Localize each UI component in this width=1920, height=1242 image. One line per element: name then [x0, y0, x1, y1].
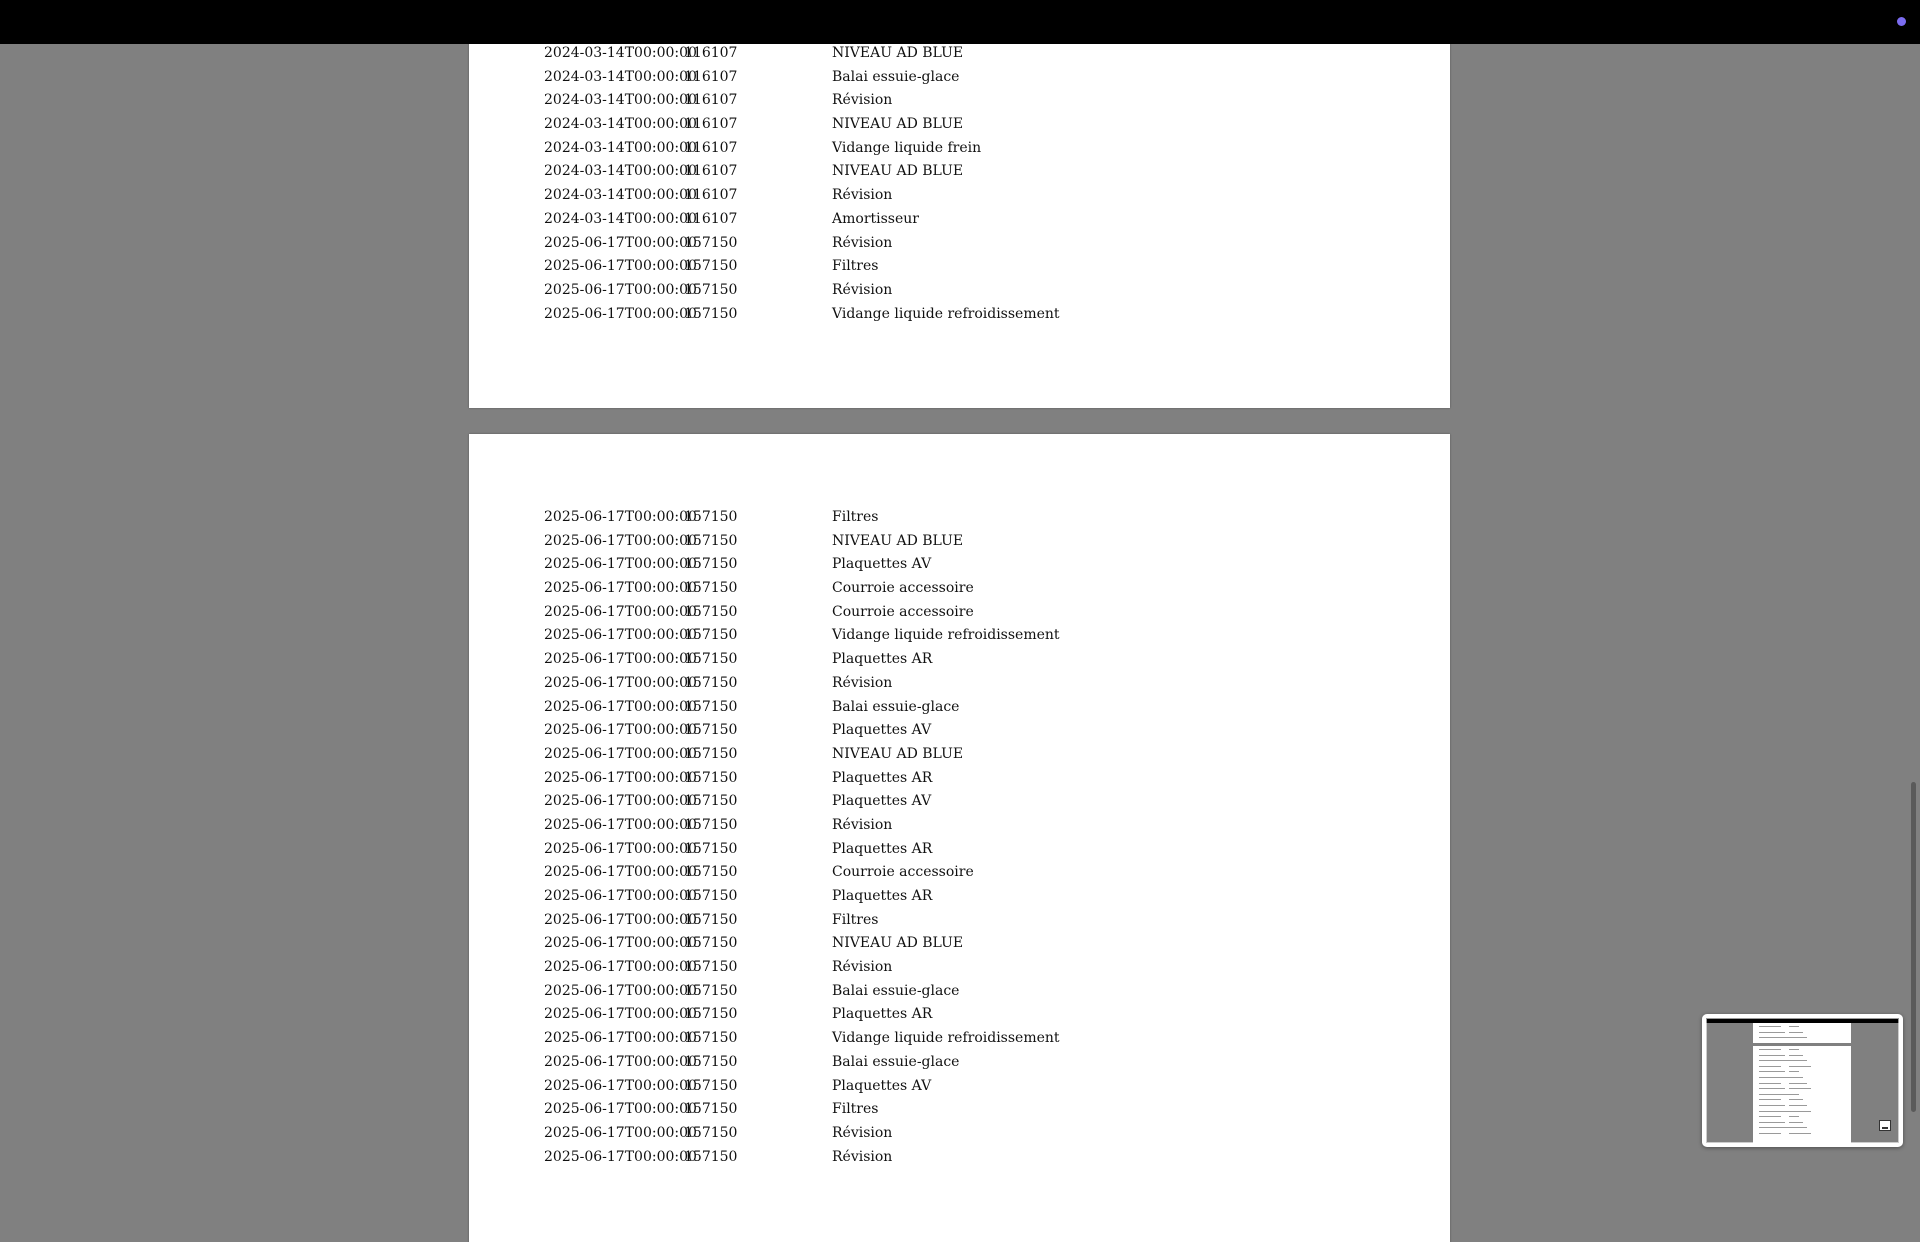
- row-operation: Vidange liquide frein: [832, 139, 982, 156]
- row-mileage: 157150: [684, 959, 738, 976]
- row-mileage: 157150: [684, 1030, 738, 1047]
- row-mileage: 157150: [684, 532, 738, 549]
- row-date: 2025-06-17T00:00:00: [544, 911, 697, 928]
- minimap-viewport[interactable]: [1706, 1018, 1899, 1143]
- row-date: 2025-06-17T00:00:00: [544, 651, 697, 668]
- row-date: 2025-06-17T00:00:00: [544, 258, 697, 275]
- row-operation: Révision: [832, 234, 893, 251]
- row-mileage: 157150: [684, 674, 738, 691]
- minimap-toggle-icon[interactable]: [1879, 1120, 1891, 1131]
- row-mileage: 157150: [684, 769, 738, 786]
- row-operation: Balai essuie-glace: [832, 68, 960, 85]
- row-date: 2025-06-17T00:00:00: [544, 234, 697, 251]
- row-mileage: 116107: [684, 139, 738, 156]
- row-operation: Vidange liquide refroidissement: [832, 1030, 1060, 1047]
- status-dot-icon: [1897, 17, 1906, 26]
- row-date: 2025-06-17T00:00:00: [544, 793, 697, 810]
- row-operation: Plaquettes AV: [832, 556, 932, 573]
- row-date: 2025-06-17T00:00:00: [544, 1101, 697, 1118]
- row-operation: Révision: [832, 959, 893, 976]
- row-operation: Plaquettes AV: [832, 1077, 932, 1094]
- row-operation: Filtres: [832, 509, 879, 525]
- row-date: 2025-06-17T00:00:00: [544, 580, 697, 597]
- row-operation: Plaquettes AR: [832, 1006, 933, 1023]
- row-operation: Balai essuie-glace: [832, 982, 960, 999]
- row-date: 2025-06-17T00:00:00: [544, 935, 697, 952]
- row-operation: Courroie accessoire: [832, 580, 974, 597]
- document-viewer[interactable]: [0, 44, 1920, 1242]
- row-operation: NIVEAU AD BLUE: [832, 45, 964, 61]
- row-operation: Plaquettes AR: [832, 888, 933, 904]
- row-operation: Révision: [832, 674, 893, 691]
- row-operation: Courroie accessoire: [832, 864, 974, 881]
- row-mileage: 157150: [684, 305, 738, 322]
- row-mileage: 157150: [684, 234, 738, 251]
- row-operation: Plaquettes AR: [832, 651, 933, 668]
- row-date: 2024-03-14T00:00:00: [544, 187, 697, 204]
- row-operation: Filtres: [832, 258, 879, 275]
- row-mileage: 157150: [684, 651, 738, 668]
- row-mileage: 157150: [684, 722, 738, 739]
- row-date: 2025-06-17T00:00:00: [544, 603, 697, 620]
- row-date: 2025-06-17T00:00:00: [544, 281, 697, 298]
- row-mileage: 116107: [684, 163, 738, 180]
- row-date: 2024-03-14T00:00:00: [544, 116, 697, 133]
- row-mileage: 157150: [684, 1077, 738, 1094]
- row-operation: Révision: [832, 816, 893, 833]
- row-operation: Vidange liquide refroidissement: [832, 627, 1060, 644]
- row-mileage: 157150: [684, 935, 738, 952]
- row-mileage: 116107: [684, 187, 738, 204]
- row-date: 2025-06-17T00:00:00: [544, 722, 697, 739]
- row-date: 2025-06-17T00:00:00: [544, 888, 697, 904]
- row-operation: Filtres: [832, 911, 879, 928]
- row-date: 2024-03-14T00:00:00: [544, 139, 697, 156]
- row-mileage: 157150: [684, 793, 738, 810]
- row-date: 2025-06-17T00:00:00: [544, 532, 697, 549]
- row-mileage: 157150: [684, 281, 738, 298]
- row-mileage: 157150: [684, 627, 738, 644]
- row-date: 2025-06-17T00:00:00: [544, 982, 697, 999]
- row-operation: Plaquettes AV: [832, 722, 932, 739]
- row-operation: NIVEAU AD BLUE: [832, 163, 964, 180]
- row-mileage: 157150: [684, 1124, 738, 1141]
- row-mileage: 116107: [684, 210, 738, 227]
- minimap-preview: [1706, 1018, 1899, 1143]
- document-page: [469, 434, 1450, 1242]
- row-mileage: 116107: [684, 68, 738, 85]
- row-mileage: 157150: [684, 1101, 738, 1118]
- row-date: 2025-06-17T00:00:00: [544, 674, 697, 691]
- document-page: [469, 44, 1450, 408]
- row-operation: NIVEAU AD BLUE: [832, 532, 964, 549]
- row-operation: Révision: [832, 1124, 893, 1141]
- row-date: 2024-03-14T00:00:00: [544, 45, 697, 61]
- row-date: 2024-03-14T00:00:00: [544, 210, 697, 227]
- row-date: 2025-06-17T00:00:00: [544, 556, 697, 573]
- row-mileage: 157150: [684, 982, 738, 999]
- row-date: 2025-06-17T00:00:00: [544, 305, 697, 322]
- row-date: 2025-06-17T00:00:00: [544, 627, 697, 644]
- row-operation: Révision: [832, 187, 893, 204]
- row-mileage: 157150: [684, 816, 738, 833]
- row-operation: Amortisseur: [832, 210, 919, 227]
- row-date: 2025-06-17T00:00:00: [544, 1077, 697, 1094]
- row-operation: Révision: [832, 1148, 893, 1165]
- row-operation: Révision: [832, 92, 893, 109]
- row-date: 2025-06-17T00:00:00: [544, 769, 697, 786]
- row-mileage: 157150: [684, 603, 738, 620]
- row-date: 2025-06-17T00:00:00: [544, 840, 697, 857]
- row-mileage: 157150: [684, 580, 738, 597]
- row-date: 2024-03-14T00:00:00: [544, 92, 697, 109]
- row-date: 2025-06-17T00:00:00: [544, 1006, 697, 1023]
- row-date: 2024-03-14T00:00:00: [544, 68, 697, 85]
- row-date: 2025-06-17T00:00:00: [544, 1148, 697, 1165]
- row-mileage: 157150: [684, 509, 738, 525]
- row-operation: NIVEAU AD BLUE: [832, 116, 964, 133]
- row-mileage: 157150: [684, 745, 738, 762]
- row-date: 2024-03-14T00:00:00: [544, 163, 697, 180]
- row-date: 2025-06-17T00:00:00: [544, 864, 697, 881]
- row-mileage: 157150: [684, 911, 738, 928]
- row-mileage: 157150: [684, 864, 738, 881]
- page-minimap[interactable]: [1702, 1014, 1903, 1147]
- row-mileage: 157150: [684, 1006, 738, 1023]
- title-bar: [0, 0, 1920, 44]
- row-date: 2025-06-17T00:00:00: [544, 1124, 697, 1141]
- row-operation: Révision: [832, 281, 893, 298]
- row-operation: Vidange liquide refroidissement: [832, 305, 1060, 322]
- row-date: 2025-06-17T00:00:00: [544, 959, 697, 976]
- row-operation: Plaquettes AR: [832, 840, 933, 857]
- row-date: 2025-06-17T00:00:00: [544, 816, 697, 833]
- row-operation: Plaquettes AR: [832, 769, 933, 786]
- row-operation: Filtres: [832, 1101, 879, 1118]
- row-operation: Balai essuie-glace: [832, 698, 960, 715]
- row-mileage: 157150: [684, 556, 738, 573]
- row-operation: Balai essuie-glace: [832, 1053, 960, 1070]
- row-mileage: 157150: [684, 888, 738, 904]
- vertical-scrollbar-thumb[interactable]: [1911, 782, 1916, 1112]
- row-date: 2025-06-17T00:00:00: [544, 745, 697, 762]
- row-date: 2025-06-17T00:00:00: [544, 1030, 697, 1047]
- row-operation: Plaquettes AV: [832, 793, 932, 810]
- row-mileage: 157150: [684, 840, 738, 857]
- row-operation: Courroie accessoire: [832, 603, 974, 620]
- row-mileage: 157150: [684, 1053, 738, 1070]
- row-date: 2025-06-17T00:00:00: [544, 1053, 697, 1070]
- row-date: 2025-06-17T00:00:00: [544, 509, 697, 525]
- row-operation: NIVEAU AD BLUE: [832, 745, 964, 762]
- row-operation: NIVEAU AD BLUE: [832, 935, 964, 952]
- row-mileage: 157150: [684, 698, 738, 715]
- row-mileage: 157150: [684, 258, 738, 275]
- row-mileage: 116107: [684, 116, 738, 133]
- row-mileage: 116107: [684, 45, 738, 61]
- row-date: 2025-06-17T00:00:00: [544, 698, 697, 715]
- row-mileage: 157150: [684, 1148, 738, 1165]
- row-mileage: 116107: [684, 92, 738, 109]
